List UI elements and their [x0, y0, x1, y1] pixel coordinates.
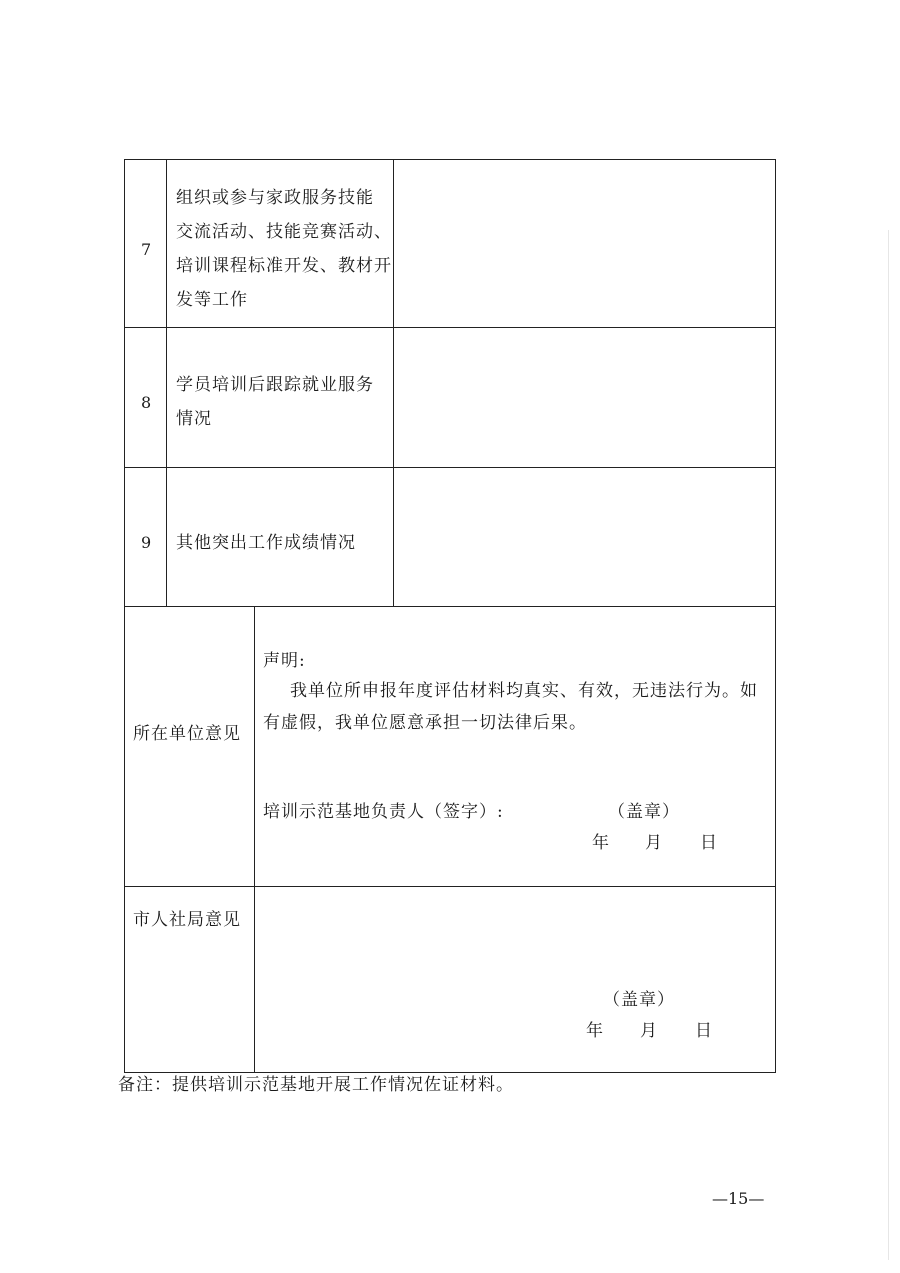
row-9-item-line-1: 其他突出工作成绩情况: [176, 533, 356, 553]
row-8-item-line-2: 情况: [176, 409, 212, 429]
declaration-line-2: 有虚假，我单位愿意承担一切法律后果。: [263, 713, 587, 733]
table-top-border: [124, 159, 776, 160]
page-number: —15—: [712, 1189, 765, 1208]
unit-seal-label: （盖章）: [608, 802, 680, 822]
unit-month-label: 月: [645, 833, 663, 853]
row-divider-9-unit: [124, 606, 776, 607]
item-column-divider: [393, 159, 394, 607]
row-8-number: 8: [141, 393, 152, 412]
bureau-day-label: 日: [695, 1021, 713, 1041]
row-7-item-line-3: 培训课程标准开发、教材开: [176, 256, 392, 276]
number-column-divider: [166, 159, 167, 607]
declaration-line-1: 我单位所申报年度评估材料均真实、有效，无违法行为。如: [290, 681, 758, 701]
unit-day-label: 日: [700, 833, 718, 853]
row-divider-unit-bureau: [124, 886, 776, 887]
row-7-item-line-1: 组织或参与家政服务技能: [176, 188, 374, 208]
table-right-border: [775, 159, 776, 1073]
unit-opinion-label: 所在单位意见: [133, 724, 241, 744]
bureau-year-label: 年: [586, 1021, 604, 1041]
row-7-item-line-2: 交流活动、技能竞赛活动、: [176, 222, 392, 242]
row-9-number: 9: [141, 533, 152, 552]
row-divider-8-9: [124, 467, 776, 468]
signer-label: 培训示范基地负责人（签字）:: [263, 802, 504, 822]
bureau-month-label: 月: [640, 1021, 658, 1041]
row-7-number: 7: [141, 240, 152, 259]
table-left-border: [124, 159, 125, 1073]
row-8-item-line-1: 学员培训后跟踪就业服务: [176, 375, 374, 395]
opinion-label-divider: [254, 606, 255, 1073]
declaration-title: 声明:: [263, 651, 306, 671]
footnote-remark: 备注：提供培训示范基地开展工作情况佐证材料。: [118, 1075, 514, 1095]
row-7-item-line-4: 发等工作: [176, 290, 248, 310]
row-divider-7-8: [124, 327, 776, 328]
scan-edge-line: [888, 230, 889, 1260]
unit-year-label: 年: [592, 833, 610, 853]
bureau-opinion-label: 市人社局意见: [133, 910, 241, 930]
bureau-seal-label: （盖章）: [603, 990, 675, 1010]
